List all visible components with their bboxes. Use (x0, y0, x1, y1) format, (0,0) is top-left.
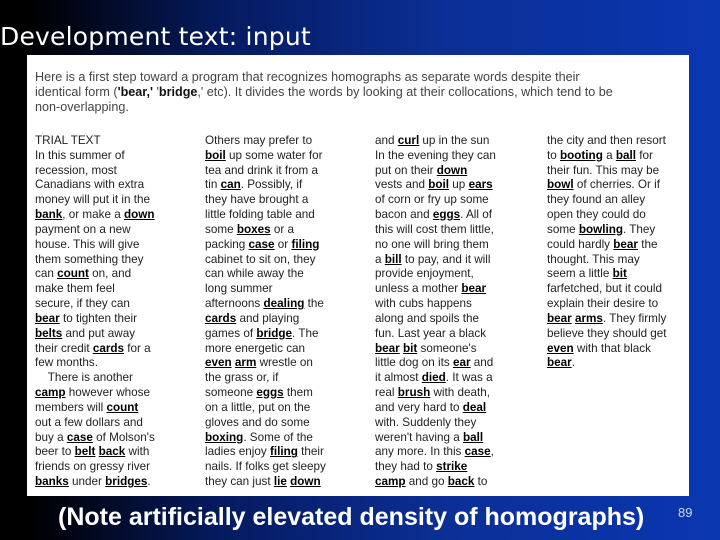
text-line (205, 297, 375, 312)
text-line (547, 327, 717, 342)
text-line (375, 327, 545, 342)
text-segment: house. This will give (35, 237, 140, 251)
homograph-word: even (205, 356, 232, 370)
text-segment: someone's (417, 341, 477, 355)
text-segment: on, and (88, 267, 132, 281)
homograph-word: down (290, 475, 321, 489)
text-segment: gloves and do some (205, 415, 310, 429)
text-segment: they had to (375, 460, 437, 474)
text-line (205, 371, 375, 386)
homograph-word: booting (560, 148, 603, 162)
text-line (375, 253, 545, 268)
homograph-word: 'bear,' (117, 85, 153, 99)
text-line (35, 253, 205, 268)
text-segment: little dog on its (375, 356, 453, 370)
homograph-word: can (220, 178, 241, 192)
text-line (35, 267, 205, 282)
text-segment: friends on gressy river (35, 460, 150, 474)
homograph-word: arm (234, 356, 257, 370)
text-segment: identical form ( (35, 85, 118, 99)
text-segment: to tighten their (59, 311, 138, 325)
homograph-word: died (421, 371, 446, 385)
text-segment: tin (205, 178, 221, 192)
homograph-word: bowl (547, 178, 574, 192)
text-segment: of corn or fry up some (375, 193, 489, 207)
homograph-word: cards (205, 311, 237, 325)
homograph-word: strike (436, 460, 468, 474)
homograph-word: case (66, 430, 93, 444)
text-line (375, 208, 545, 223)
homograph-word: filing (269, 445, 298, 459)
text-line (375, 460, 545, 475)
text-segment: . Possibly, if (240, 178, 303, 192)
text-segment: packing (205, 237, 249, 251)
text-line (375, 371, 545, 386)
text-segment: money will put it in the (35, 193, 150, 207)
text-segment: explain their desire to (547, 297, 659, 311)
homograph-word: back (447, 475, 475, 489)
text-line (35, 208, 205, 223)
text-line (35, 401, 205, 416)
trial-text-columns (35, 134, 685, 494)
text-segment: for (635, 148, 653, 162)
homograph-word: bridge (256, 326, 293, 340)
text-line (547, 312, 717, 327)
text-line (375, 134, 545, 149)
text-line (205, 149, 375, 164)
text-segment: with death, (430, 386, 490, 400)
text-segment: payment on a new (35, 222, 131, 236)
text-line (205, 193, 375, 208)
homograph-word: ears (468, 178, 493, 192)
text-line (547, 223, 717, 238)
text-segment: There is another (35, 371, 133, 385)
text-segment: them something they (35, 252, 144, 266)
text-segment: however whose (65, 386, 151, 400)
text-line (205, 356, 375, 371)
slide-title: Development text: input (0, 22, 311, 51)
text-line (375, 356, 545, 371)
text-segment: open they could do (547, 208, 646, 222)
text-line (375, 267, 545, 282)
text-line (205, 342, 375, 357)
homograph-word: bear (547, 311, 572, 325)
text-segment: under (68, 475, 106, 489)
page-number: 89 (678, 505, 693, 520)
text-segment: their credit (35, 341, 93, 355)
text-line (375, 445, 545, 460)
text-line (205, 416, 375, 431)
text-line (205, 386, 375, 401)
text-line (35, 342, 205, 357)
text-column-2 (205, 134, 375, 490)
text-segment: weren't having a (375, 430, 463, 444)
text-segment: seem a little (547, 267, 613, 281)
homograph-word: camp (35, 386, 66, 400)
text-segment: and (470, 356, 494, 370)
text-segment: put on their (375, 163, 437, 177)
homograph-word: camp (375, 475, 406, 489)
homograph-word: curl (397, 134, 420, 147)
text-line (205, 431, 375, 446)
text-column-4 (547, 134, 717, 371)
text-line (375, 401, 545, 416)
text-line (205, 445, 375, 460)
text-line (35, 431, 205, 446)
text-segment: afternoons (205, 297, 264, 311)
homograph-word: eggs (256, 386, 284, 400)
homograph-word: brush (397, 386, 431, 400)
text-segment: up (449, 178, 469, 192)
text-segment: believe they should get (547, 326, 667, 340)
text-segment: wrestle on (256, 356, 313, 370)
homograph-word: bill (384, 252, 402, 266)
text-segment: the (637, 237, 658, 251)
text-line (35, 193, 205, 208)
homograph-word: lie (273, 475, 287, 489)
text-segment: and playing (236, 311, 300, 325)
text-segment: Here is a first step toward a program that recognizes homographs as separate words despite their (35, 70, 580, 84)
text-segment: . They (622, 222, 656, 236)
text-line (35, 445, 205, 460)
text-line (35, 416, 205, 431)
text-segment: nails. If folks get sleepy (205, 460, 326, 474)
text-segment: and go (405, 475, 448, 489)
homograph-word: bridge (158, 85, 198, 99)
text-segment: unless a mother (375, 282, 462, 296)
text-segment: a (375, 252, 385, 266)
text-segment: Others may prefer to (205, 134, 313, 147)
text-segment: long summer (205, 282, 273, 296)
text-line (547, 238, 717, 253)
homograph-word: ball (463, 430, 484, 444)
homograph-word: boxing (205, 430, 244, 444)
homograph-word: arms (574, 311, 603, 325)
text-line (547, 178, 717, 193)
homograph-word: bear (375, 341, 400, 355)
homograph-word: eggs (432, 208, 461, 222)
text-segment: recession, most (35, 163, 117, 177)
text-line (375, 416, 545, 431)
document-panel (27, 55, 689, 496)
text-line (547, 134, 717, 149)
text-segment: any more. In this (375, 445, 465, 459)
text-segment: more energetic can (205, 341, 306, 355)
text-segment: thought. This may (547, 252, 640, 266)
text-segment: little folding table and (205, 208, 315, 222)
text-segment: a (602, 148, 616, 162)
text-line (547, 164, 717, 179)
text-line (205, 267, 375, 282)
text-line (375, 149, 545, 164)
text-segment: . (147, 475, 151, 489)
homograph-word: ball (615, 148, 636, 162)
text-line (35, 327, 205, 342)
text-line (205, 312, 375, 327)
text-segment: out a few dollars and (35, 415, 143, 429)
text-segment: this will cost them little, (375, 222, 494, 236)
homograph-word: belt (74, 445, 96, 459)
text-column-3 (375, 134, 545, 490)
text-segment: and (375, 134, 398, 147)
homograph-word: ear (452, 356, 471, 370)
text-line (205, 401, 375, 416)
text-segment: cabinet to sit on, they (205, 252, 316, 266)
text-line (35, 386, 205, 401)
text-line (205, 327, 375, 342)
text-segment: no one will bring them (375, 237, 489, 251)
homograph-word: case (248, 237, 275, 251)
text-segment: In this summer of (35, 148, 125, 162)
text-segment: members will (35, 400, 107, 414)
homograph-word: count (57, 267, 89, 281)
text-line (35, 312, 205, 327)
text-segment: up in the sun (419, 134, 490, 147)
homograph-word: bowling (578, 222, 623, 236)
text-segment: ,' etc). It divides the words by looking at their collocations, which tend to be (197, 85, 613, 99)
homograph-word: deal (462, 400, 487, 414)
text-segment: and put away (62, 326, 136, 340)
text-line (547, 149, 717, 164)
text-line (205, 208, 375, 223)
homograph-word: back (98, 445, 126, 459)
text-line (35, 297, 205, 312)
text-line (35, 178, 205, 193)
homograph-word: filing (291, 237, 320, 251)
text-line (547, 267, 717, 282)
text-segment: with cubs happens (375, 297, 472, 311)
text-line (205, 475, 375, 490)
text-line (205, 460, 375, 475)
text-line (375, 164, 545, 179)
text-line (375, 312, 545, 327)
text-segment: fun. Last year a black (375, 326, 487, 340)
text-segment: them (283, 386, 313, 400)
text-segment: can while away the (205, 267, 304, 281)
homograph-word: boil (205, 148, 226, 162)
homograph-word: bear (613, 237, 638, 251)
text-line (375, 342, 545, 357)
text-segment: of Molson's (92, 430, 155, 444)
text-segment: make them feel (35, 282, 115, 296)
text-segment: the (304, 297, 324, 311)
text-line (375, 282, 545, 297)
text-segment: , (490, 445, 494, 459)
homograph-word: count (106, 400, 139, 414)
text-segment: . They firmly (602, 311, 667, 325)
text-line (375, 223, 545, 238)
homograph-word: down (436, 163, 468, 177)
text-segment: , or make a (62, 208, 124, 222)
text-line (205, 282, 375, 297)
homograph-word: bridges (105, 475, 148, 489)
text-segment: the grass or, if (205, 371, 279, 385)
homograph-word: bear (35, 311, 60, 325)
text-line (375, 475, 545, 490)
text-segment: . It was a (445, 371, 493, 385)
homograph-word: down (124, 208, 155, 222)
text-line (375, 431, 545, 446)
text-segment: ladies enjoy (205, 445, 270, 459)
text-line (205, 134, 375, 149)
text-line (547, 356, 717, 371)
homograph-word: cards (92, 341, 125, 355)
text-line (205, 164, 375, 179)
text-line (375, 297, 545, 312)
text-line (205, 223, 375, 238)
text-line (375, 193, 545, 208)
homograph-word: banks (35, 475, 69, 489)
text-line (35, 149, 205, 164)
text-line (35, 223, 205, 238)
text-segment: some (547, 222, 579, 236)
text-segment: the city and then resort (547, 134, 666, 147)
text-line (547, 193, 717, 208)
intro-paragraph (35, 70, 681, 115)
text-segment: vests and (375, 178, 429, 192)
text-line (547, 253, 717, 268)
text-segment: on a little, put on the (205, 400, 311, 414)
text-segment: few months. (35, 356, 99, 370)
text-line (205, 178, 375, 193)
text-line (35, 475, 205, 490)
text-segment: for a (124, 341, 151, 355)
text-segment: to pay, and it will (401, 252, 491, 266)
text-segment: with that black (573, 341, 651, 355)
text-segment: they found an alley (547, 193, 646, 207)
text-segment: provide enjoyment, (375, 267, 474, 281)
text-line (35, 134, 205, 149)
text-segment: or a (270, 222, 294, 236)
homograph-word: bit (612, 267, 627, 281)
text-segment: their (297, 445, 324, 459)
text-line (35, 164, 205, 179)
text-segment: TRIAL TEXT (35, 134, 101, 147)
text-segment: someone (205, 386, 257, 400)
text-line (205, 238, 375, 253)
text-line (375, 178, 545, 193)
text-segment: . (571, 356, 575, 370)
text-segment: . Some of the (243, 430, 313, 444)
text-line (35, 282, 205, 297)
text-segment: of cherries. Or if (573, 178, 661, 192)
text-line (375, 386, 545, 401)
text-segment: with. Suddenly they (375, 415, 477, 429)
homograph-word: boil (428, 178, 450, 192)
text-segment: up some water for (225, 148, 323, 162)
text-line (35, 356, 205, 371)
text-segment: their fun. This may be (547, 163, 660, 177)
text-line (35, 371, 205, 386)
text-segment: farfetched, but it could (547, 282, 662, 296)
text-segment: real (375, 386, 398, 400)
text-segment: . The (292, 326, 319, 340)
text-line (547, 342, 717, 357)
text-segment: games of (205, 326, 257, 340)
text-segment: to (547, 148, 560, 162)
homograph-word: dealing (263, 297, 305, 311)
text-line (35, 238, 205, 253)
homograph-word: belts (35, 326, 63, 340)
text-segment: tea and drink it from a (205, 163, 319, 177)
homograph-word: bear (461, 282, 487, 296)
text-segment: they have brought a (205, 193, 309, 207)
text-line (375, 238, 545, 253)
text-segment: buy a (35, 430, 67, 444)
text-segment: Canadians with extra (35, 178, 145, 192)
homograph-word: bear (547, 356, 572, 370)
homograph-word: boxes (236, 222, 271, 236)
homograph-word: bank (35, 208, 63, 222)
homograph-word: bit (402, 341, 418, 355)
text-segment: beer to (35, 445, 75, 459)
text-line (205, 253, 375, 268)
text-segment: it almost (375, 371, 422, 385)
text-segment: along and spoils the (375, 311, 479, 325)
text-column-1 (35, 134, 205, 490)
text-line (547, 282, 717, 297)
text-line (547, 297, 717, 312)
text-segment: can (35, 267, 58, 281)
text-segment: bacon and (375, 208, 433, 222)
text-segment: some (205, 222, 237, 236)
text-line (35, 460, 205, 475)
text-segment: In the evening they can (375, 148, 496, 162)
text-segment: they can just (205, 475, 274, 489)
text-segment: non-overlapping. (35, 100, 129, 114)
text-segment: could hardly (547, 237, 614, 251)
homograph-word: case (464, 445, 491, 459)
text-line (547, 208, 717, 223)
text-segment: or (274, 237, 292, 251)
text-segment: secure, if they can (35, 297, 130, 311)
footnote: (Note artificially elevated density of homographs) (58, 503, 645, 531)
text-segment: ' (153, 85, 159, 99)
text-segment: . All of (460, 208, 492, 222)
text-segment: with (125, 445, 150, 459)
text-segment: to (474, 475, 488, 489)
text-segment: and very hard to (375, 400, 463, 414)
homograph-word: even (547, 341, 574, 355)
